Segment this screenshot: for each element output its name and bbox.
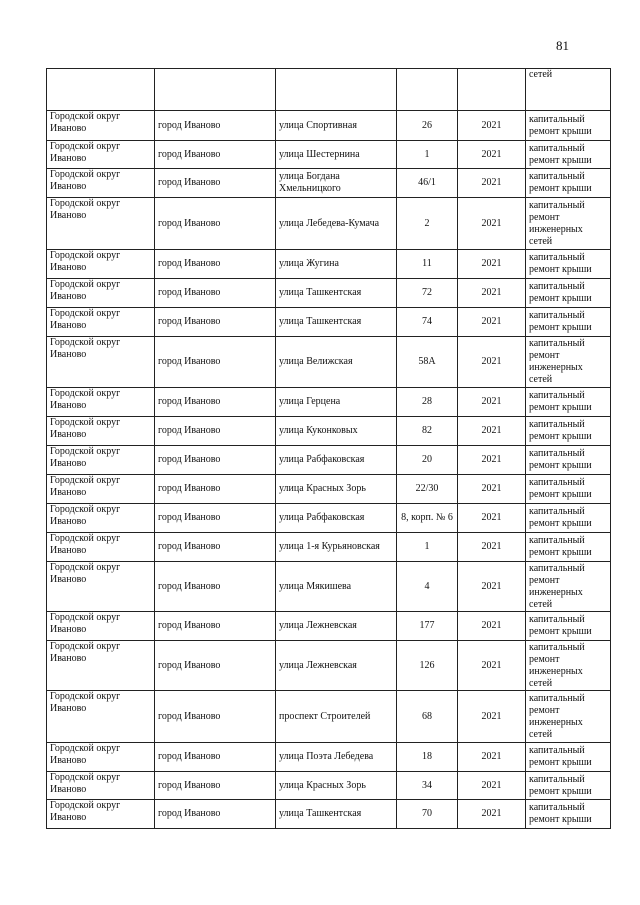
cell-house: 177 <box>397 612 458 641</box>
cell-street <box>276 69 397 111</box>
cell-house: 2 <box>397 198 458 250</box>
table-row <box>47 772 611 800</box>
cell-district: Городской округ Иваново <box>47 250 155 279</box>
cell-city: город Иваново <box>155 141 276 169</box>
table-row <box>47 446 611 475</box>
table-row <box>47 743 611 772</box>
cell-year: 2021 <box>458 446 526 475</box>
cell-street: улица Мякишева <box>276 562 397 612</box>
cell-city: город Иваново <box>155 504 276 533</box>
cell-district: Городской округ Иваново <box>47 388 155 417</box>
cell-city: город Иваново <box>155 169 276 198</box>
cell-house: 58А <box>397 337 458 388</box>
cell-city: город Иваново <box>155 337 276 388</box>
cell-street: улица Красных Зорь <box>276 475 397 504</box>
cell-city: город Иваново <box>155 743 276 772</box>
cell-house: 1 <box>397 141 458 169</box>
cell-work: капитальный ремонт инженерных сетей <box>526 641 611 691</box>
cell-city: город Иваново <box>155 641 276 691</box>
cell-city: город Иваново <box>155 562 276 612</box>
cell-work: капитальный ремонт крыши <box>526 417 611 446</box>
cell-street: улица Велижская <box>276 337 397 388</box>
table-row <box>47 562 611 612</box>
table-row <box>47 279 611 308</box>
table-row <box>47 533 611 562</box>
table-row <box>47 308 611 337</box>
cell-year: 2021 <box>458 198 526 250</box>
cell-work: капитальный ремонт крыши <box>526 612 611 641</box>
cell-street: проспект Строителей <box>276 691 397 743</box>
cell-year: 2021 <box>458 772 526 800</box>
table-row <box>47 612 611 641</box>
cell-district: Городской округ Иваново <box>47 612 155 641</box>
cell-year: 2021 <box>458 417 526 446</box>
cell-city <box>155 69 276 111</box>
table-row <box>47 475 611 504</box>
cell-city: город Иваново <box>155 446 276 475</box>
cell-district: Городской округ Иваново <box>47 337 155 388</box>
cell-year: 2021 <box>458 308 526 337</box>
cell-work: капитальный ремонт инженерных сетей <box>526 198 611 250</box>
cell-street: улица Ташкентская <box>276 279 397 308</box>
cell-house: 1 <box>397 533 458 562</box>
cell-district: Городской округ Иваново <box>47 800 155 829</box>
cell-year: 2021 <box>458 691 526 743</box>
cell-district: Городской округ Иваново <box>47 533 155 562</box>
cell-year: 2021 <box>458 743 526 772</box>
cell-street: улица Рабфаковская <box>276 504 397 533</box>
cell-work: капитальный ремонт крыши <box>526 279 611 308</box>
cell-city: город Иваново <box>155 800 276 829</box>
cell-year: 2021 <box>458 612 526 641</box>
cell-work: капитальный ремонт инженерных сетей <box>526 337 611 388</box>
cell-house: 74 <box>397 308 458 337</box>
cell-city: город Иваново <box>155 198 276 250</box>
table-row <box>47 691 611 743</box>
cell-house: 18 <box>397 743 458 772</box>
cell-district: Городской округ Иваново <box>47 772 155 800</box>
cell-street: улица Ташкентская <box>276 308 397 337</box>
cell-house: 126 <box>397 641 458 691</box>
page-number: 81 <box>556 38 569 53</box>
cell-house: 26 <box>397 111 458 141</box>
cell-house: 4 <box>397 562 458 612</box>
cell-district: Городской округ Иваново <box>47 169 155 198</box>
cell-district: Городской округ Иваново <box>47 504 155 533</box>
cell-city: город Иваново <box>155 388 276 417</box>
cell-street: улица Спортивная <box>276 111 397 141</box>
cell-house: 28 <box>397 388 458 417</box>
cell-house: 46/1 <box>397 169 458 198</box>
cell-district: Городской округ Иваново <box>47 141 155 169</box>
cell-city: город Иваново <box>155 417 276 446</box>
table-row <box>47 111 611 141</box>
cell-work: капитальный ремонт инженерных сетей <box>526 562 611 612</box>
cell-year <box>458 69 526 111</box>
cell-year: 2021 <box>458 250 526 279</box>
continuation-row <box>47 69 611 111</box>
cell-work: капитальный ремонт крыши <box>526 446 611 475</box>
cell-year: 2021 <box>458 504 526 533</box>
cell-city: город Иваново <box>155 308 276 337</box>
cell-house <box>397 69 458 111</box>
cell-house: 22/30 <box>397 475 458 504</box>
cell-district <box>47 69 155 111</box>
cell-year: 2021 <box>458 337 526 388</box>
cell-work: сетей <box>526 69 611 111</box>
cell-year: 2021 <box>458 641 526 691</box>
cell-work: капитальный ремонт крыши <box>526 388 611 417</box>
cell-work: капитальный ремонт крыши <box>526 169 611 198</box>
cell-city: город Иваново <box>155 279 276 308</box>
table-row <box>47 250 611 279</box>
cell-district: Городской округ Иваново <box>47 308 155 337</box>
cell-work: капитальный ремонт крыши <box>526 111 611 141</box>
table-row <box>47 641 611 691</box>
cell-house: 68 <box>397 691 458 743</box>
cell-work: капитальный ремонт крыши <box>526 308 611 337</box>
cell-street: улица Куконковых <box>276 417 397 446</box>
cell-work: капитальный ремонт крыши <box>526 800 611 829</box>
cell-street: улица Ташкентская <box>276 800 397 829</box>
cell-street: улица Красных Зорь <box>276 772 397 800</box>
cell-city: город Иваново <box>155 772 276 800</box>
cell-city: город Иваново <box>155 111 276 141</box>
cell-street: улица Лежневская <box>276 612 397 641</box>
cell-work: капитальный ремонт крыши <box>526 475 611 504</box>
cell-street: улица Богдана Хмельницкого <box>276 169 397 198</box>
cell-work: капитальный ремонт крыши <box>526 141 611 169</box>
cell-year: 2021 <box>458 562 526 612</box>
cell-year: 2021 <box>458 475 526 504</box>
cell-year: 2021 <box>458 279 526 308</box>
cell-work: капитальный ремонт крыши <box>526 743 611 772</box>
cell-district: Городской округ Иваново <box>47 562 155 612</box>
cell-street: улица Лебедева-Кумача <box>276 198 397 250</box>
cell-city: город Иваново <box>155 533 276 562</box>
cell-year: 2021 <box>458 169 526 198</box>
repair-schedule-table <box>46 68 611 829</box>
cell-district: Городской округ Иваново <box>47 475 155 504</box>
cell-house: 82 <box>397 417 458 446</box>
cell-house: 34 <box>397 772 458 800</box>
cell-work: капитальный ремонт крыши <box>526 533 611 562</box>
cell-city: город Иваново <box>155 612 276 641</box>
cell-year: 2021 <box>458 800 526 829</box>
table-row <box>47 169 611 198</box>
cell-work: капитальный ремонт крыши <box>526 250 611 279</box>
table-body <box>47 69 611 829</box>
cell-street: улица Шестернина <box>276 141 397 169</box>
cell-street: улица Поэта Лебедева <box>276 743 397 772</box>
cell-street: улица Лежневская <box>276 641 397 691</box>
cell-district: Городской округ Иваново <box>47 198 155 250</box>
table-row <box>47 800 611 829</box>
cell-house: 11 <box>397 250 458 279</box>
cell-house: 72 <box>397 279 458 308</box>
cell-city: город Иваново <box>155 475 276 504</box>
cell-street: улица 1-я Курьяновская <box>276 533 397 562</box>
cell-house: 8, корп. № 6 <box>397 504 458 533</box>
table-row <box>47 198 611 250</box>
cell-city: город Иваново <box>155 250 276 279</box>
cell-street: улица Герцена <box>276 388 397 417</box>
table-row <box>47 141 611 169</box>
cell-work: капитальный ремонт крыши <box>526 772 611 800</box>
table-row <box>47 337 611 388</box>
cell-work: капитальный ремонт инженерных сетей <box>526 691 611 743</box>
cell-house: 70 <box>397 800 458 829</box>
cell-district: Городской округ Иваново <box>47 641 155 691</box>
cell-year: 2021 <box>458 111 526 141</box>
cell-district: Городской округ Иваново <box>47 417 155 446</box>
cell-street: улица Жугина <box>276 250 397 279</box>
cell-year: 2021 <box>458 388 526 417</box>
cell-house: 20 <box>397 446 458 475</box>
cell-district: Городской округ Иваново <box>47 743 155 772</box>
cell-city: город Иваново <box>155 691 276 743</box>
cell-year: 2021 <box>458 141 526 169</box>
cell-work: капитальный ремонт крыши <box>526 504 611 533</box>
cell-street: улица Рабфаковская <box>276 446 397 475</box>
table-row <box>47 388 611 417</box>
table-row <box>47 417 611 446</box>
cell-district: Городской округ Иваново <box>47 691 155 743</box>
cell-year: 2021 <box>458 533 526 562</box>
cell-district: Городской округ Иваново <box>47 446 155 475</box>
table-row <box>47 504 611 533</box>
cell-district: Городской округ Иваново <box>47 279 155 308</box>
cell-district: Городской округ Иваново <box>47 111 155 141</box>
